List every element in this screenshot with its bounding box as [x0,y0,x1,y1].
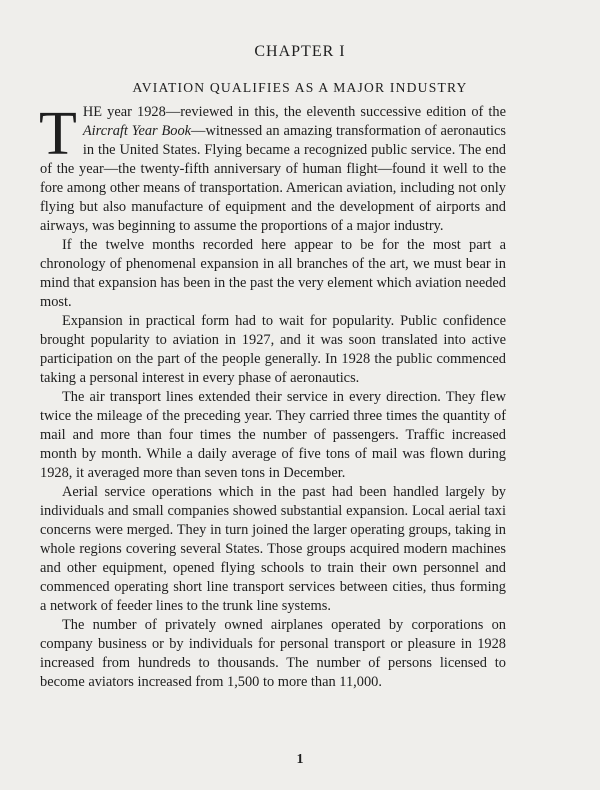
paragraph-2: If the twelve months recorded here appear to be for the most part a chronology of phenomenal expansion in all branches of the art, we must bear in mind that expansion has been in the past the very element which aviation needed most. [40,237,506,310]
paragraph-6: The number of privately owned airplanes operated by corporations on company business or by individuals for personal transport or pleasure in 1928 increased from hundreds to thousands. The number of persons licensed to become aviators increased from 1,500 to more than 11,000. [40,617,506,690]
paragraph-3: Expansion in practical form had to wait for popularity. Public confidence brought popularity to aviation in 1927, and it was soon translated into active participation on the part of the people generally. In 1928 the public commenced taking a personal interest in every phase of aeronautics. [40,313,506,386]
paragraph-5: Aerial service operations which in the past had been handled largely by individuals and small companies showed substantial expansion. Local aerial taxi concerns were merged. They in turn joined the larger operating groups, taking in whole regions covering several States. Those groups acquired modern machines and other equipment, opened flying schools to train their own personnel and commenced operating short line transport services between cities, thus forming a network of feeder lines to the trunk line systems. [40,484,506,614]
chapter-title: AVIATION QUALIFIES AS A MAJOR INDUSTRY [132,80,468,95]
drop-cap: T [39,100,77,168]
page-number: 1 [296,752,304,767]
chapter-heading: CHAPTER I [254,43,346,60]
paragraph-4: The air transport lines extended their service in every direction. They flew twice the mileage of the preceding year. They carried three times the quantity of mail and more than four times the number of passengers. Traffic increased month by month. While a daily average of five tons of mail was flown during 1928, it averaged more than seven tons in December. [40,389,506,481]
paragraph-1 [39,100,506,236]
paragraph-1-text-b: —witnessed an amazing transformation of aeronautics in the United States. Flying became a recognized public service. The end of the year—the twenty-fifth anniversary of human flight—found it well to the fore among other means of transportation. American aviation, including not only flying but also manufacture of equipment and the development of airports and airways, was beginning to assume the proportions of a major industry. [40,123,506,234]
paragraph-1-text-a: HE year 1928—reviewed in this, the eleventh successive edition of the [82,104,506,120]
body-text [39,100,506,692]
book-title-italic: Aircraft Year Book [82,123,192,139]
